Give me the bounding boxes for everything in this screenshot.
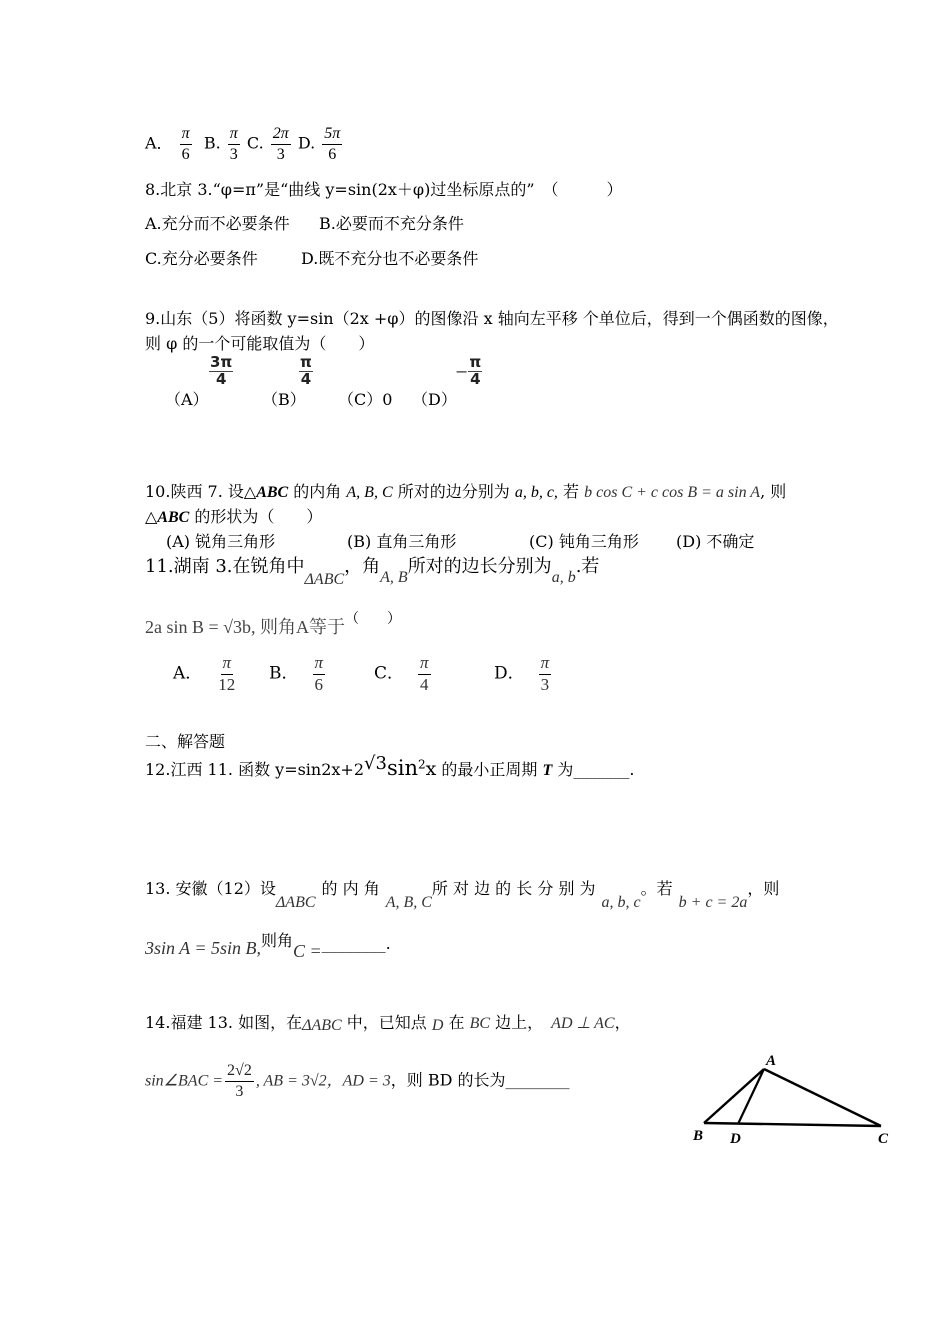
section-title: 二、解答题: [145, 732, 226, 751]
q11-option-c: C． $\frac{\pi}{4}$: [374, 653, 429, 694]
q11-option-b: B． $\frac{\pi}{6}$: [269, 653, 324, 694]
q13-line-1: 13. 安徽（12）设ΔABC的 内 角A, B, C所 对 边 的 长 分 别 为a, b, c。若b + c = 2a，则: [145, 879, 780, 911]
q7-option-a-fraction: $\frac{\pi}{6}$: [181, 125, 190, 163]
vertex-c-label: C: [878, 1131, 889, 1147]
q9-option-a-label: （A）: [165, 390, 209, 409]
q7-option-c-label: C.: [246, 133, 264, 153]
q9-line-2: 则 φ 的一个可能取值为（ ）: [145, 334, 375, 353]
q9-option-c: （C）0: [338, 390, 393, 409]
q11-condition: 2a sin B = √3b, 则角A等于（ ）: [145, 611, 402, 637]
q13-line-2: 3sin A = 5sin B,则角C =________.: [145, 931, 391, 961]
q7-option-c-fraction: $\frac{2\pi}{3}$: [272, 125, 289, 163]
q10-option-d: (D) 不确定: [676, 532, 755, 551]
q7-options: [145, 125, 344, 163]
q7-option-b-fraction: $\frac{\pi}{3}$: [229, 125, 238, 163]
q9-option-b-label: （B）: [262, 390, 306, 409]
q10-option-b: (B) 直角三角形: [347, 532, 457, 551]
q11-option-a: A． $\frac{\pi}{12}$: [173, 653, 236, 694]
q8-option-d: D.既不充分也不必要条件: [301, 249, 479, 268]
q10-formula: b cos C + c cos B = a sin A: [584, 484, 761, 501]
q9-line-1: 9.山东（5）将函数 y=sin（2x +φ）的图像沿 x 轴向左平移 个单位后，得到一个偶函数的图像，: [145, 309, 839, 328]
q9-option-a-fraction: $\frac{3\pi}{4}$: [210, 353, 233, 388]
q7-option-d-fraction: $\frac{5\pi}{6}$: [324, 125, 341, 163]
triangle-figure: [690, 1050, 900, 1155]
q14-line-1: 14.福建 13. 如图，在ΔABC 中，已知点 D 在 BC 边上， AD ⊥ AC，: [145, 1013, 631, 1034]
q8-option-b: B.必要而不充分条件: [319, 214, 464, 233]
q9-option-d-fraction: − $\frac{\pi}{4}$: [455, 353, 482, 388]
side-bc: [704, 1123, 881, 1126]
q10-line-2: △ABC 的形状为（ ）: [145, 507, 323, 526]
q11-option-d: D． $\frac{\pi}{3}$: [494, 653, 550, 694]
q8-option-a: A.充分而不必要条件: [145, 214, 290, 233]
q7-option-a-label: A．: [145, 133, 173, 153]
q7-option-b-label: B.: [203, 133, 221, 153]
q10-line-1: 10.陕西 7. 设△ABC 的内角 A, B, C 所对的边分别为 a, b, c, 若 b cos C + c cos B = a sin A, 则: [145, 482, 787, 501]
vertex-a-label: A: [766, 1053, 777, 1069]
segment-ad: [738, 1069, 764, 1124]
vertex-b-label: B: [693, 1128, 704, 1144]
q9-option-d-label: （D）: [412, 390, 457, 409]
q12-line: 12.江西 11. 函数 $y=\sin 2x+2√3\sin^2x$ 的最小正周期 T 为_______.: [145, 753, 635, 780]
q10-option-c: (C) 钝角三角形: [529, 532, 639, 551]
q7-option-d-label: D.: [297, 133, 316, 153]
q11-line-1: 11.湖南 3.在锐角中ΔABC，角A, B所对的边长分别为a, b.若: [145, 556, 600, 588]
q9-option-b-fraction: $\frac{\pi}{4}$: [300, 353, 312, 388]
q10-option-a: (A) 锐角三角形: [166, 532, 276, 551]
q8-option-c: C.充分必要条件: [145, 249, 258, 268]
q8-stem: 8.北京 3.“φ=π”是“曲线 y=sin(2x＋φ)过坐标原点的” （ ）: [145, 180, 623, 199]
vertex-d-label: D: [730, 1131, 741, 1147]
side-ac: [764, 1069, 881, 1126]
q14-line-2: sin∠BAC = $\frac{2√2}{3}$ , AB = 3√2，AD = 3，则 BD 的长为________: [145, 1062, 570, 1100]
side-ba: [704, 1069, 764, 1123]
